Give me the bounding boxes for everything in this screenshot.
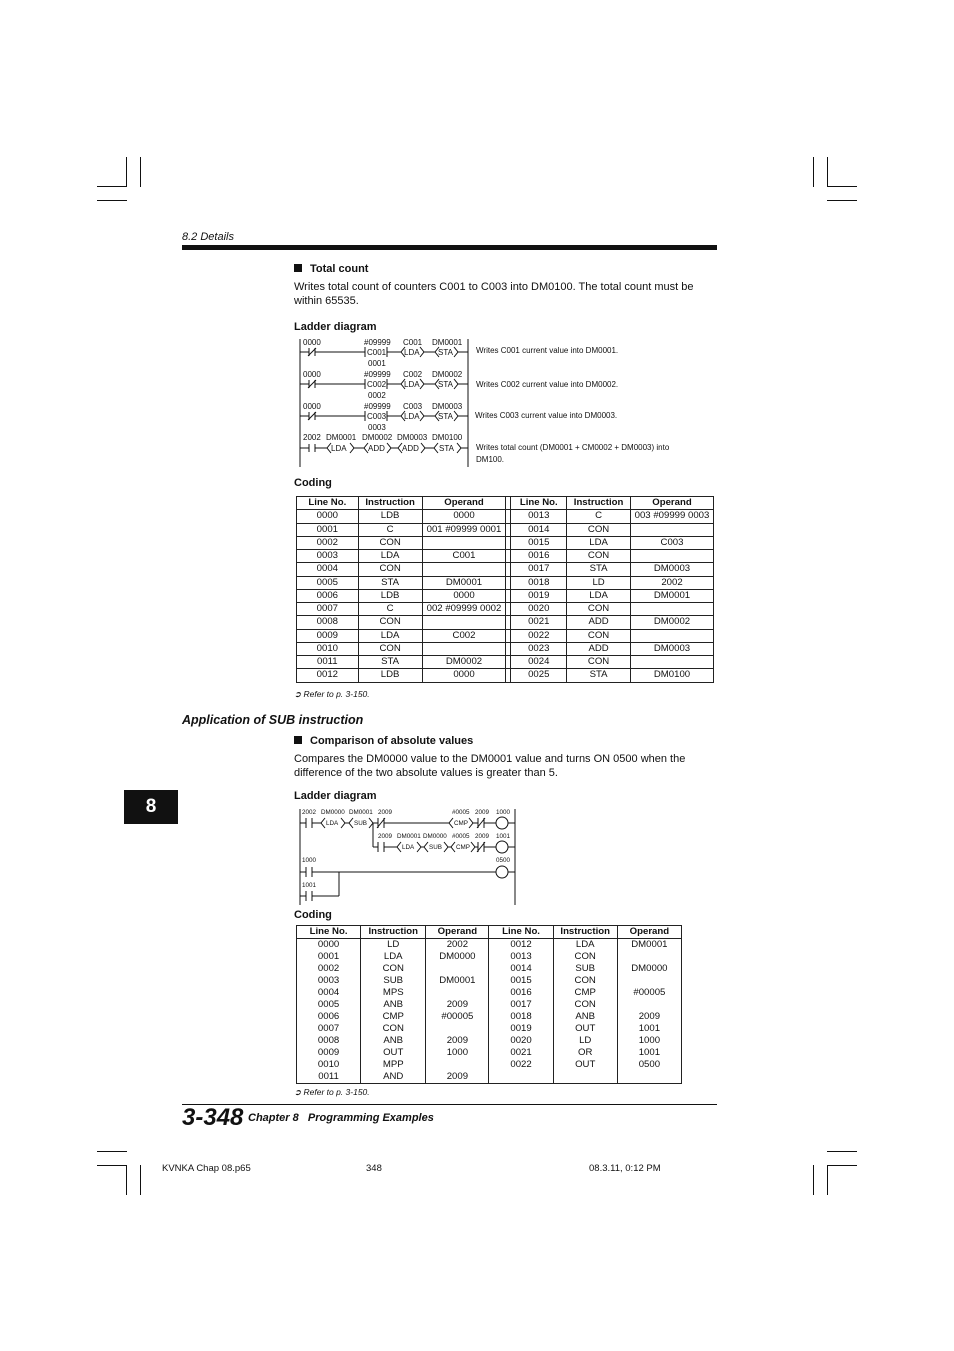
table-row: [297, 563, 714, 576]
table-cell: 0022: [511, 629, 567, 642]
table-cell: CON: [567, 523, 631, 536]
lda-label: LDA: [404, 348, 420, 357]
table-cell: 0018: [489, 1011, 553, 1023]
table-cell: CON: [567, 656, 631, 669]
description-line: difference of the two absolute values is greater than 5.: [294, 767, 558, 779]
table-row: [297, 999, 682, 1011]
table-cell: ANB: [361, 1035, 426, 1047]
table-cell: CON: [553, 975, 617, 987]
table-cell: 2009: [426, 1035, 489, 1047]
table-cell: [553, 1071, 617, 1084]
contact-label: 2002: [302, 809, 317, 816]
table-cell: [489, 1071, 553, 1084]
table-cell: DM0001: [422, 576, 506, 589]
table-cell: 0005: [297, 999, 361, 1011]
crop-mark: [140, 1165, 141, 1195]
lda-label: LDA: [402, 844, 415, 851]
square-bullet-icon: [294, 736, 302, 744]
heading-text: Comparison of absolute values: [310, 735, 474, 747]
table-cell: 0019: [489, 1023, 553, 1035]
chapter-title: Chapter 8 Programming Examples: [248, 1112, 434, 1124]
table-cell: CMP: [361, 1011, 426, 1023]
print-date: 08.3.11, 0:12 PM: [589, 1163, 661, 1174]
output-label: 1000: [496, 809, 511, 816]
table-cell: 0000: [422, 510, 506, 523]
table-cell: 0013: [489, 951, 553, 963]
sta-label: STA: [438, 412, 453, 421]
table-cell: [422, 642, 506, 655]
table-row: [297, 987, 682, 999]
dm-label: DM0003: [432, 402, 463, 411]
table-cell: [422, 563, 506, 576]
crop-mark: [140, 157, 141, 187]
contact-label: 2009: [378, 833, 393, 840]
crop-mark: [827, 1151, 857, 1152]
cmp-label: CMP: [456, 844, 470, 851]
lda-label: LDA: [404, 412, 420, 421]
column-header: Operand: [617, 926, 681, 939]
table-cell: CON: [553, 999, 617, 1011]
table-cell: ADD: [567, 616, 631, 629]
lda-label: LDA: [331, 444, 347, 453]
table-cell: DM0001: [617, 939, 681, 952]
crop-mark: [827, 1165, 857, 1166]
table-cell: [617, 1071, 681, 1084]
sub-label: SUB: [429, 844, 442, 851]
total-count-description: [294, 280, 724, 308]
dm-label: DM0000: [321, 809, 345, 816]
table-cell: LDA: [567, 536, 631, 549]
refer-note: ➲ Refer to p. 3-150.: [294, 1087, 370, 1097]
table-cell: 2009: [426, 1071, 489, 1084]
table-cell: 0009: [297, 1047, 361, 1059]
table-cell: 0001: [297, 951, 361, 963]
table-cell: CMP: [553, 987, 617, 999]
table-row: [297, 589, 714, 602]
print-page-number: 348: [366, 1163, 382, 1174]
lda-label: LDA: [326, 820, 339, 827]
table-cell: [617, 999, 681, 1011]
table-row: [297, 951, 682, 963]
table-cell: MPS: [361, 987, 426, 999]
total-count-heading: [294, 263, 368, 275]
rung-comment: Writes C003 current value into DM0003.: [475, 411, 618, 420]
table-cell: 0002: [297, 963, 361, 975]
table-cell: OUT: [553, 1059, 617, 1071]
table-cell: 0017: [489, 999, 553, 1011]
constant-label: #09999: [364, 338, 391, 347]
table-cell: [426, 963, 489, 975]
square-bullet-icon: [294, 264, 302, 272]
table-cell: LDB: [358, 589, 422, 602]
dm-label: DM0000: [423, 833, 447, 840]
table-cell: 0000: [297, 510, 359, 523]
table-cell: C003: [631, 536, 714, 549]
table-cell: AND: [361, 1071, 426, 1084]
counter-box-label: C003: [367, 412, 387, 421]
table-cell: LDA: [553, 939, 617, 952]
ladder-diagram-sub: [294, 805, 524, 909]
table-cell: 1000: [617, 1035, 681, 1047]
table-cell: DM0100: [631, 669, 714, 682]
constant-label: #09999: [364, 402, 391, 411]
table-cell: 0012: [489, 939, 553, 952]
table-cell: [422, 616, 506, 629]
table-cell: 0000: [422, 669, 506, 682]
table-cell: DM0003: [631, 642, 714, 655]
table-cell: CON: [361, 963, 426, 975]
table-cell: CON: [567, 603, 631, 616]
table-cell: 0020: [511, 603, 567, 616]
table-row: [297, 629, 714, 642]
counter-label: C001: [403, 338, 423, 347]
table-cell: 0021: [489, 1047, 553, 1059]
table-row: [297, 963, 682, 975]
table-cell: [631, 523, 714, 536]
coding-table-sub: [296, 925, 682, 1084]
contact-label: 0000: [303, 338, 321, 347]
table-row: [297, 576, 714, 589]
table-cell: LDA: [361, 951, 426, 963]
crop-mark: [97, 1151, 127, 1152]
table-cell: 2002: [631, 576, 714, 589]
table-cell: 0005: [297, 576, 359, 589]
table-cell: 0012: [297, 669, 359, 682]
table-cell: 0013: [511, 510, 567, 523]
add-label: ADD: [402, 444, 419, 453]
table-row: [297, 1011, 682, 1023]
coding-label: Coding: [294, 477, 332, 489]
table-cell: OR: [553, 1047, 617, 1059]
table-cell: 0000: [422, 589, 506, 602]
table-row: [297, 536, 714, 549]
table-cell: C: [358, 603, 422, 616]
table-cell: DM0001: [426, 975, 489, 987]
dm-label: DM0001: [432, 338, 463, 347]
table-cell: #00005: [426, 1011, 489, 1023]
column-header: Operand: [422, 497, 506, 510]
sub-description: [294, 752, 724, 780]
column-header: Instruction: [553, 926, 617, 939]
table-cell: [631, 656, 714, 669]
counter-number: 0003: [368, 423, 386, 432]
column-header: Operand: [631, 497, 714, 510]
table-cell: 1001: [617, 1047, 681, 1059]
table-cell: OUT: [553, 1023, 617, 1035]
table-cell: 0014: [489, 963, 553, 975]
table-cell: 0007: [297, 603, 359, 616]
table-cell: DM0002: [422, 656, 506, 669]
table-cell: SUB: [553, 963, 617, 975]
sub-label: SUB: [354, 820, 367, 827]
table-row: [297, 510, 714, 523]
sub-application-heading: Application of SUB instruction: [182, 713, 364, 727]
table-cell: 0010: [297, 1059, 361, 1071]
table-row: [297, 616, 714, 629]
table-cell: LD: [361, 939, 426, 952]
table-cell: CON: [358, 616, 422, 629]
table-cell: LD: [567, 576, 631, 589]
table-cell: C002: [422, 629, 506, 642]
column-header: Line No.: [297, 497, 359, 510]
table-row: [297, 550, 714, 563]
table-cell: 001 #09999 0001: [422, 523, 506, 536]
table-cell: C: [567, 510, 631, 523]
table-cell: [426, 1023, 489, 1035]
table-cell: ANB: [553, 1011, 617, 1023]
comparison-heading: [294, 735, 473, 747]
table-cell: CON: [358, 536, 422, 549]
table-cell: 0019: [511, 589, 567, 602]
table-cell: LDA: [567, 589, 631, 602]
contact-label: 2009: [475, 833, 490, 840]
sta-label: STA: [438, 348, 453, 357]
crop-mark: [827, 1165, 828, 1195]
contact-label: 0000: [303, 370, 321, 379]
table-row: [297, 603, 714, 616]
table-cell: [426, 1059, 489, 1071]
refer-text: Refer to p. 3-150.: [303, 689, 370, 699]
lda-label: LDA: [404, 380, 420, 389]
table-row: [297, 1047, 682, 1059]
table-cell: 1000: [426, 1047, 489, 1059]
table-row: [297, 1035, 682, 1047]
contact-label: 0000: [303, 402, 321, 411]
crop-mark: [97, 200, 127, 201]
table-cell: CON: [358, 642, 422, 655]
chapter-tab: 8: [124, 790, 178, 824]
table-cell: [422, 536, 506, 549]
table-cell: 0500: [617, 1059, 681, 1071]
table-cell: 0008: [297, 616, 359, 629]
ladder-diagram-total-count: [294, 336, 714, 470]
table-cell: 003 #09999 0003: [631, 510, 714, 523]
contact-label: 1001: [302, 882, 317, 889]
table-cell: 1001: [617, 1023, 681, 1035]
counter-number: 0001: [368, 359, 386, 368]
table-cell: 002 #09999 0002: [422, 603, 506, 616]
table-cell: 0024: [511, 656, 567, 669]
heading-text: Total count: [310, 263, 369, 275]
table-cell: #00005: [617, 987, 681, 999]
table-cell: [631, 550, 714, 563]
table-row: [297, 1059, 682, 1071]
table-row: [297, 1071, 682, 1084]
rung-comment: Writes C002 current value into DM0002.: [476, 380, 619, 389]
refer-text: Refer to p. 3-150.: [303, 1087, 370, 1097]
table-cell: 0017: [511, 563, 567, 576]
table-cell: STA: [358, 576, 422, 589]
table-cell: 2002: [426, 939, 489, 952]
table-cell: CON: [567, 550, 631, 563]
crop-mark: [97, 1165, 127, 1166]
counter-label: C002: [403, 370, 423, 379]
constant-label: #09999: [364, 370, 391, 379]
counter-box-label: C002: [367, 380, 387, 389]
table-cell: 2009: [617, 1011, 681, 1023]
table-cell: 0018: [511, 576, 567, 589]
crop-mark: [126, 157, 127, 187]
table-cell: 0015: [489, 975, 553, 987]
table-cell: 0000: [297, 939, 361, 952]
table-row: [297, 939, 682, 952]
crop-mark: [827, 200, 857, 201]
table-cell: SUB: [361, 975, 426, 987]
table-cell: LDA: [358, 629, 422, 642]
table-cell: STA: [567, 669, 631, 682]
table-cell: DM0000: [426, 951, 489, 963]
ladder-diagram-label: Ladder diagram: [294, 321, 377, 333]
table-cell: 0008: [297, 1035, 361, 1047]
table-cell: CON: [358, 563, 422, 576]
crop-mark: [97, 186, 127, 187]
rung-comment: Writes total count (DM0001 + CM0002 + DM0003) into: [476, 443, 670, 452]
table-cell: STA: [358, 656, 422, 669]
table-cell: LD: [553, 1035, 617, 1047]
constant-label: #0005: [452, 833, 470, 840]
contact-label: 1000: [302, 857, 317, 864]
table-cell: DM0001: [631, 589, 714, 602]
crop-mark: [827, 157, 828, 187]
output-label: 0500: [496, 857, 511, 864]
sta-label: STA: [439, 444, 454, 453]
table-cell: 0016: [489, 987, 553, 999]
counter-number: 0002: [368, 391, 386, 400]
table-cell: 0003: [297, 975, 361, 987]
coding-table-total-count: [296, 496, 714, 683]
table-row: [297, 656, 714, 669]
table-cell: 0007: [297, 1023, 361, 1035]
column-header: Operand: [426, 926, 489, 939]
table-cell: 0009: [297, 629, 359, 642]
contact-label: 2009: [475, 809, 490, 816]
table-cell: CON: [553, 951, 617, 963]
table-row: [297, 642, 714, 655]
table-cell: 0023: [511, 642, 567, 655]
table-cell: 0003: [297, 550, 359, 563]
table-cell: 0004: [297, 563, 359, 576]
dm-label: DM0001: [349, 809, 373, 816]
crop-mark: [813, 157, 814, 187]
description-line: Writes total count of counters C001 to C003 into DM0100. The total count must be: [294, 281, 694, 293]
counter-box-label: C001: [367, 348, 387, 357]
table-cell: 0025: [511, 669, 567, 682]
refer-note: ➲ Refer to p. 3-150.: [294, 689, 370, 699]
table-cell: [631, 629, 714, 642]
table-cell: MPP: [361, 1059, 426, 1071]
footer-rule: [182, 1104, 717, 1105]
rung-comment: DM100.: [476, 455, 505, 464]
sta-label: STA: [438, 380, 453, 389]
table-cell: DM0003: [631, 563, 714, 576]
table-cell: DM0000: [617, 963, 681, 975]
table-cell: DM0002: [631, 616, 714, 629]
table-cell: ANB: [361, 999, 426, 1011]
table-cell: LDB: [358, 510, 422, 523]
column-header: Instruction: [361, 926, 426, 939]
table-cell: 0011: [297, 656, 359, 669]
table-cell: LDA: [358, 550, 422, 563]
section-label: 8.2 Details: [182, 231, 234, 243]
crop-mark: [126, 1165, 127, 1195]
table-cell: 0004: [297, 987, 361, 999]
table-cell: 0001: [297, 523, 359, 536]
dm-label: DM0001: [326, 433, 357, 442]
column-header: Instruction: [567, 497, 631, 510]
table-cell: C001: [422, 550, 506, 563]
table-cell: 0020: [489, 1035, 553, 1047]
table-row: [297, 669, 714, 682]
table-row: [297, 975, 682, 987]
description-line: within 65535.: [294, 295, 359, 307]
table-cell: CON: [567, 629, 631, 642]
cmp-label: CMP: [454, 820, 468, 827]
table-cell: [426, 987, 489, 999]
table-cell: 0015: [511, 536, 567, 549]
ladder-diagram-label: Ladder diagram: [294, 790, 377, 802]
rung-comment: Writes C001 current value into DM0001.: [476, 346, 619, 355]
crop-mark: [827, 186, 857, 187]
table-cell: 0022: [489, 1059, 553, 1071]
table-cell: 0010: [297, 642, 359, 655]
description-line: Compares the DM0000 value to the DM0001 value and turns ON 0500 when the: [294, 753, 686, 765]
table-cell: LDB: [358, 669, 422, 682]
page-number: 3-348: [182, 1104, 244, 1131]
add-label: ADD: [368, 444, 385, 453]
table-cell: 0021: [511, 616, 567, 629]
column-header: Instruction: [358, 497, 422, 510]
table-cell: 0011: [297, 1071, 361, 1084]
counter-label: C003: [403, 402, 423, 411]
table-cell: 0016: [511, 550, 567, 563]
table-cell: 0006: [297, 589, 359, 602]
table-cell: C: [358, 523, 422, 536]
header-rule: [182, 245, 717, 250]
table-cell: [617, 951, 681, 963]
dm-label: DM0002: [362, 433, 393, 442]
dm-label: DM0003: [397, 433, 428, 442]
table-cell: 2009: [426, 999, 489, 1011]
table-header-row: [297, 497, 714, 510]
contact-label: 2002: [303, 433, 321, 442]
table-cell: 0002: [297, 536, 359, 549]
dm-label: DM0001: [397, 833, 421, 840]
column-header: Line No.: [297, 926, 361, 939]
column-header: Line No.: [511, 497, 567, 510]
table-cell: 0006: [297, 1011, 361, 1023]
dm-label: DM0100: [432, 433, 463, 442]
coding-label: Coding: [294, 909, 332, 921]
column-header: Line No.: [489, 926, 553, 939]
print-file-name: KVNKA Chap 08.p65: [162, 1163, 251, 1174]
table-row: [297, 523, 714, 536]
output-label: 1001: [496, 833, 511, 840]
table-cell: 0014: [511, 523, 567, 536]
table-cell: [617, 975, 681, 987]
contact-label: 2009: [378, 809, 393, 816]
table-header-row: [297, 926, 682, 939]
table-cell: OUT: [361, 1047, 426, 1059]
table-row: [297, 1023, 682, 1035]
constant-label: #0005: [452, 809, 470, 816]
table-cell: [631, 603, 714, 616]
dm-label: DM0002: [432, 370, 463, 379]
table-cell: STA: [567, 563, 631, 576]
table-cell: ADD: [567, 642, 631, 655]
crop-mark: [813, 1165, 814, 1195]
table-cell: CON: [361, 1023, 426, 1035]
